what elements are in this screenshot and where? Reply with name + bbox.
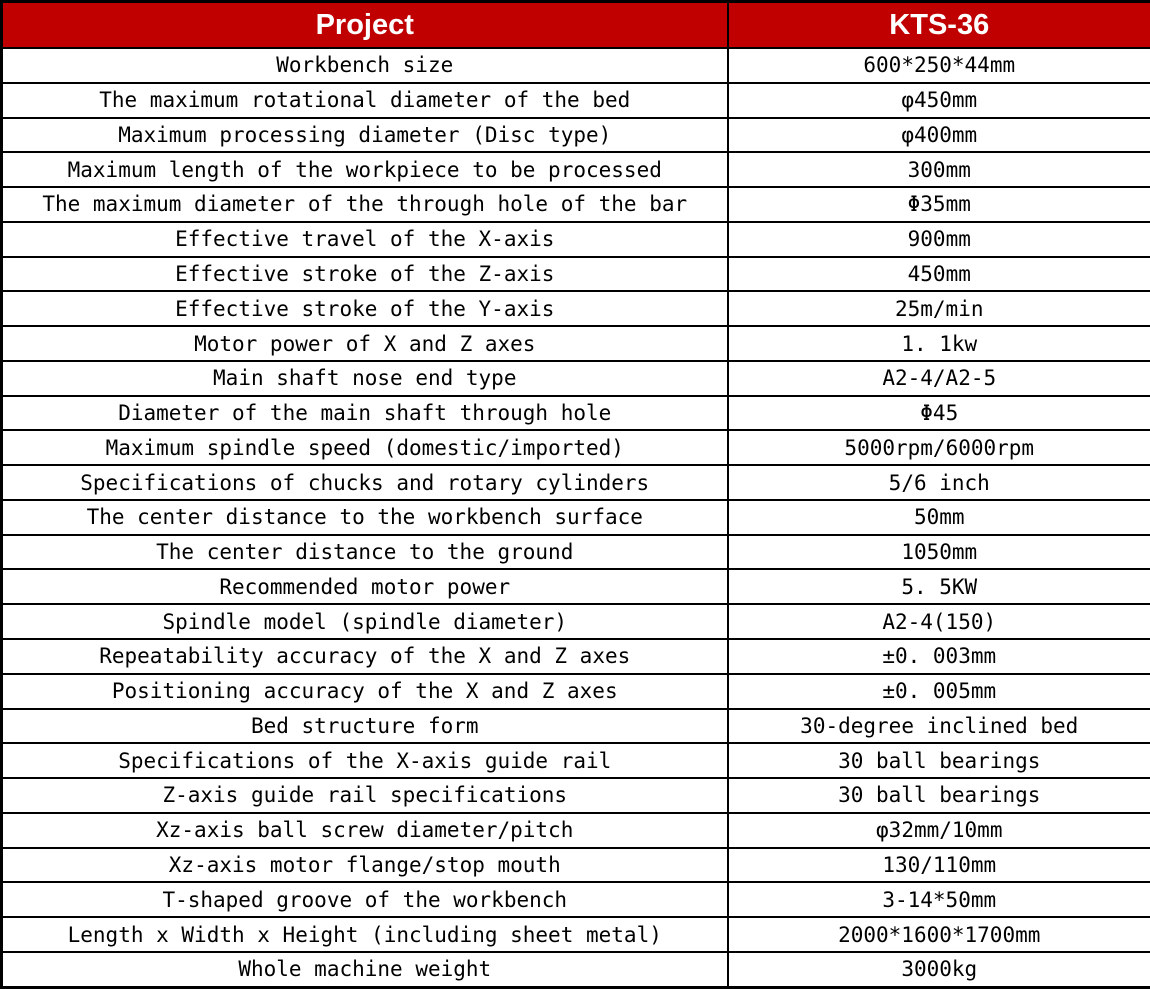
table-row [2,48,1150,83]
spec-label: Workbench size [2,48,728,83]
spec-label: Maximum length of the workpiece to be processed [2,152,728,187]
table-row [2,500,1150,535]
spec-value: 5. 5KW [728,569,1150,604]
spec-table-body [2,48,1150,988]
spec-table-header [2,2,1150,49]
spec-label: Effective travel of the X-axis [2,222,728,257]
spec-label: Specifications of the X-axis guide rail [2,743,728,778]
spec-label: Main shaft nose end type [2,361,728,396]
spec-value: 600*250*44mm [728,48,1150,83]
table-row [2,291,1150,326]
spec-label: Diameter of the main shaft through hole [2,396,728,431]
table-row [2,743,1150,778]
spec-value: A2-4(150) [728,604,1150,639]
table-row [2,430,1150,465]
table-row [2,222,1150,257]
table-row [2,639,1150,674]
spec-value: A2-4/A2-5 [728,361,1150,396]
spec-label: The center distance to the workbench surface [2,500,728,535]
spec-value: φ450mm [728,83,1150,118]
table-row [2,396,1150,431]
spec-label: Xz-axis motor flange/stop mouth [2,848,728,883]
spec-label: Whole machine weight [2,952,728,988]
table-row [2,361,1150,396]
spec-value: 900mm [728,222,1150,257]
spec-value: 5000rpm/6000rpm [728,430,1150,465]
spec-value: 1. 1kw [728,326,1150,361]
table-row [2,604,1150,639]
table-row [2,952,1150,988]
table-row [2,83,1150,118]
table-row [2,152,1150,187]
header-cell-model: KTS-36 [728,2,1150,49]
spec-label: Effective stroke of the Z-axis [2,257,728,292]
spec-value: 5/6 inch [728,465,1150,500]
spec-value: 25m/min [728,291,1150,326]
spec-label: Length x Width x Height (including sheet metal) [2,917,728,952]
spec-value: 3-14*50mm [728,882,1150,917]
table-row [2,674,1150,709]
spec-value: 130/110mm [728,848,1150,883]
spec-label: Z-axis guide rail specifications [2,778,728,813]
table-row [2,882,1150,917]
table-row [2,848,1150,883]
spec-label: Specifications of chucks and rotary cylinders [2,465,728,500]
table-row [2,778,1150,813]
spec-value: 30-degree inclined bed [728,709,1150,744]
spec-label: Recommended motor power [2,569,728,604]
table-row [2,118,1150,153]
spec-label: The center distance to the ground [2,535,728,570]
table-row [2,709,1150,744]
spec-value: φ400mm [728,118,1150,153]
spec-value: 2000*1600*1700mm [728,917,1150,952]
spec-label: Spindle model (spindle diameter) [2,604,728,639]
table-row [2,917,1150,952]
table-row [2,465,1150,500]
table-row [2,535,1150,570]
table-row [2,187,1150,222]
spec-label: T-shaped groove of the workbench [2,882,728,917]
spec-value: Φ45 [728,396,1150,431]
spec-value: 30 ball bearings [728,743,1150,778]
header-cell-project: Project [2,2,728,49]
spec-value: 1050mm [728,535,1150,570]
spec-label: Xz-axis ball screw diameter/pitch [2,813,728,848]
spec-label: Bed structure form [2,709,728,744]
table-row [2,569,1150,604]
spec-value: ±0. 005mm [728,674,1150,709]
spec-value: 300mm [728,152,1150,187]
spec-value: 50mm [728,500,1150,535]
spec-label: Maximum spindle speed (domestic/imported) [2,430,728,465]
spec-label: Effective stroke of the Y-axis [2,291,728,326]
spec-value: 450mm [728,257,1150,292]
spec-value: 30 ball bearings [728,778,1150,813]
spec-value: Φ35mm [728,187,1150,222]
spec-label: The maximum rotational diameter of the bed [2,83,728,118]
spec-label: Maximum processing diameter (Disc type) [2,118,728,153]
table-row [2,257,1150,292]
spec-label: Motor power of X and Z axes [2,326,728,361]
spec-label: The maximum diameter of the through hole of the bar [2,187,728,222]
spec-label: Positioning accuracy of the X and Z axes [2,674,728,709]
spec-value: 3000kg [728,952,1150,988]
spec-label: Repeatability accuracy of the X and Z axes [2,639,728,674]
spec-value: φ32mm/10mm [728,813,1150,848]
spec-value: ±0. 003mm [728,639,1150,674]
table-row [2,813,1150,848]
table-row [2,326,1150,361]
header-row [2,2,1150,49]
